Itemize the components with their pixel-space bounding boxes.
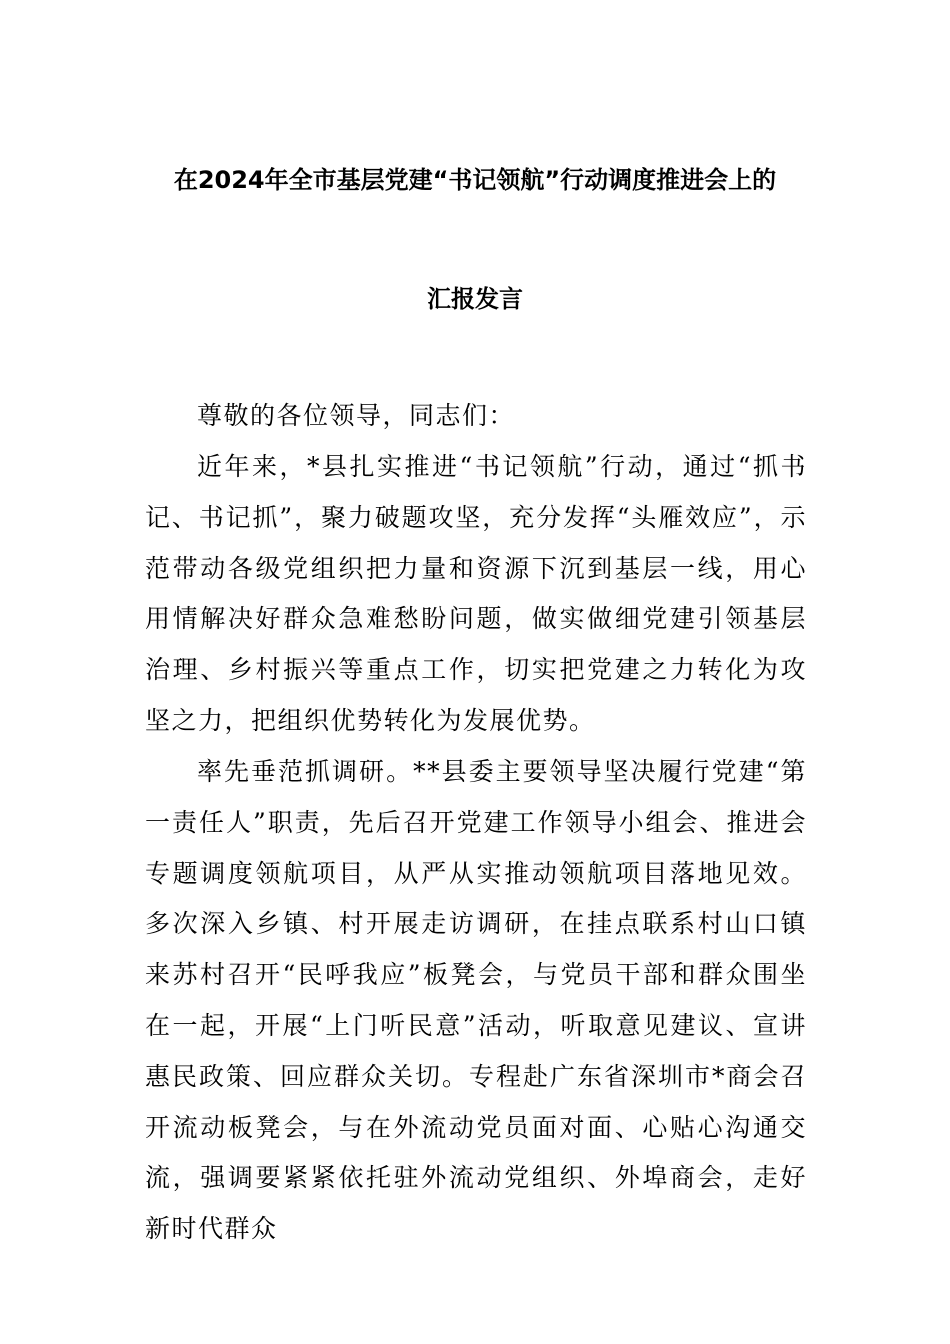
document-title-line-1: 在2024年全市基层党建“书记领航”行动调度推进会上的	[173, 166, 777, 194]
paragraph-intro: 近年来，*县扎实推进“书记领航”行动，通过“抓书记、书记抓”，聚力破题攻坚，充分发挥“头雁效应”，示范带动各级党组织把力量和资源下沉到基层一线，用心用情解决好群众急难愁盼问题，做实做细党建引领基层治理、乡村振兴等重点工作，切实把党建之力转化为攻坚之力，把组织优势转化为发展优势。	[145, 452, 807, 735]
paragraph-research: 率先垂范抓调研。**县委主要领导坚决履行党建“第一责任人”职责，先后召开党建工作领导小组会、推进会专题调度领航项目，从严从实推动领航项目落地见效。多次深入乡镇、村开展走访调研，在挂点联系村山口镇来苏村召开“民呼我应”板凳会，与党员干部和群众围坐在一起，开展“上门听民意”活动，听取意见建议、宣讲惠民政策、回应群众关切。专程赴广东省深圳市*商会召开流动板凳会，与在外流动党员面对面、心贴心沟通交流，强调要紧紧依托驻外流动党组织、外埠商会，走好新时代群众	[145, 757, 807, 1244]
salutation: 尊敬的各位领导，同志们：	[197, 401, 516, 430]
document-title-line-2: 汇报发言	[427, 285, 523, 313]
